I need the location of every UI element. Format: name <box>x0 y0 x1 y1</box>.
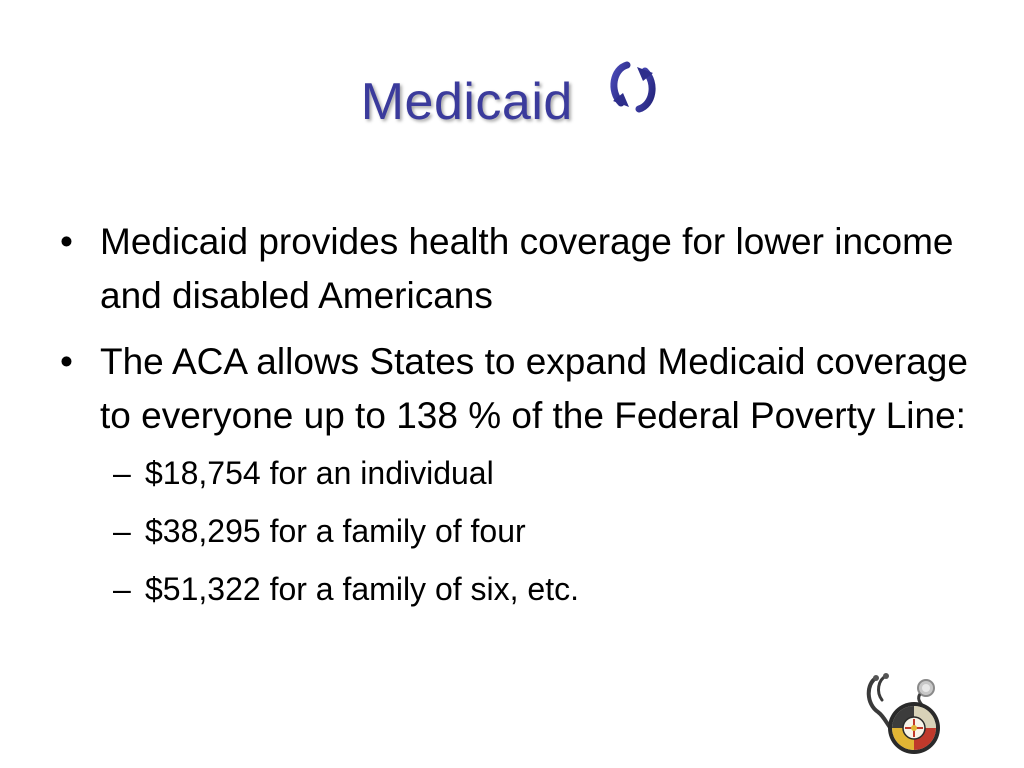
refresh-icon <box>603 57 663 117</box>
bullet-symbol: • <box>60 341 73 382</box>
bullet-symbol: • <box>60 221 73 262</box>
title-bar <box>0 62 1024 142</box>
sub-bullet-symbol: – <box>113 513 131 549</box>
bullet-text: The ACA allows States to expand Medicaid coverage to everyone up to 138 % of the Federal Poverty Line: <box>100 341 968 436</box>
bullet-text: Medicaid provides health coverage for lower income and disabled Americans <box>100 221 954 316</box>
slide-title: Medicaid <box>360 73 573 131</box>
sub-bullet-list <box>58 451 968 611</box>
sub-bullet-item-3 <box>58 567 968 611</box>
sub-bullet-symbol: – <box>113 571 131 607</box>
sub-bullet-text: $38,295 for a family of four <box>145 513 526 549</box>
stethoscope-medicine-wheel-logo <box>862 670 952 760</box>
bullet-item-1 <box>58 215 968 323</box>
bullet-list <box>58 215 968 625</box>
sub-bullet-item-1 <box>58 451 968 495</box>
sub-bullet-item-2 <box>58 509 968 553</box>
bullet-item-2 <box>58 335 968 443</box>
sub-bullet-text: $51,322 for a family of six, etc. <box>145 571 579 607</box>
sub-bullet-text: $18,754 for an individual <box>145 455 494 491</box>
sub-bullet-symbol: – <box>113 455 131 491</box>
